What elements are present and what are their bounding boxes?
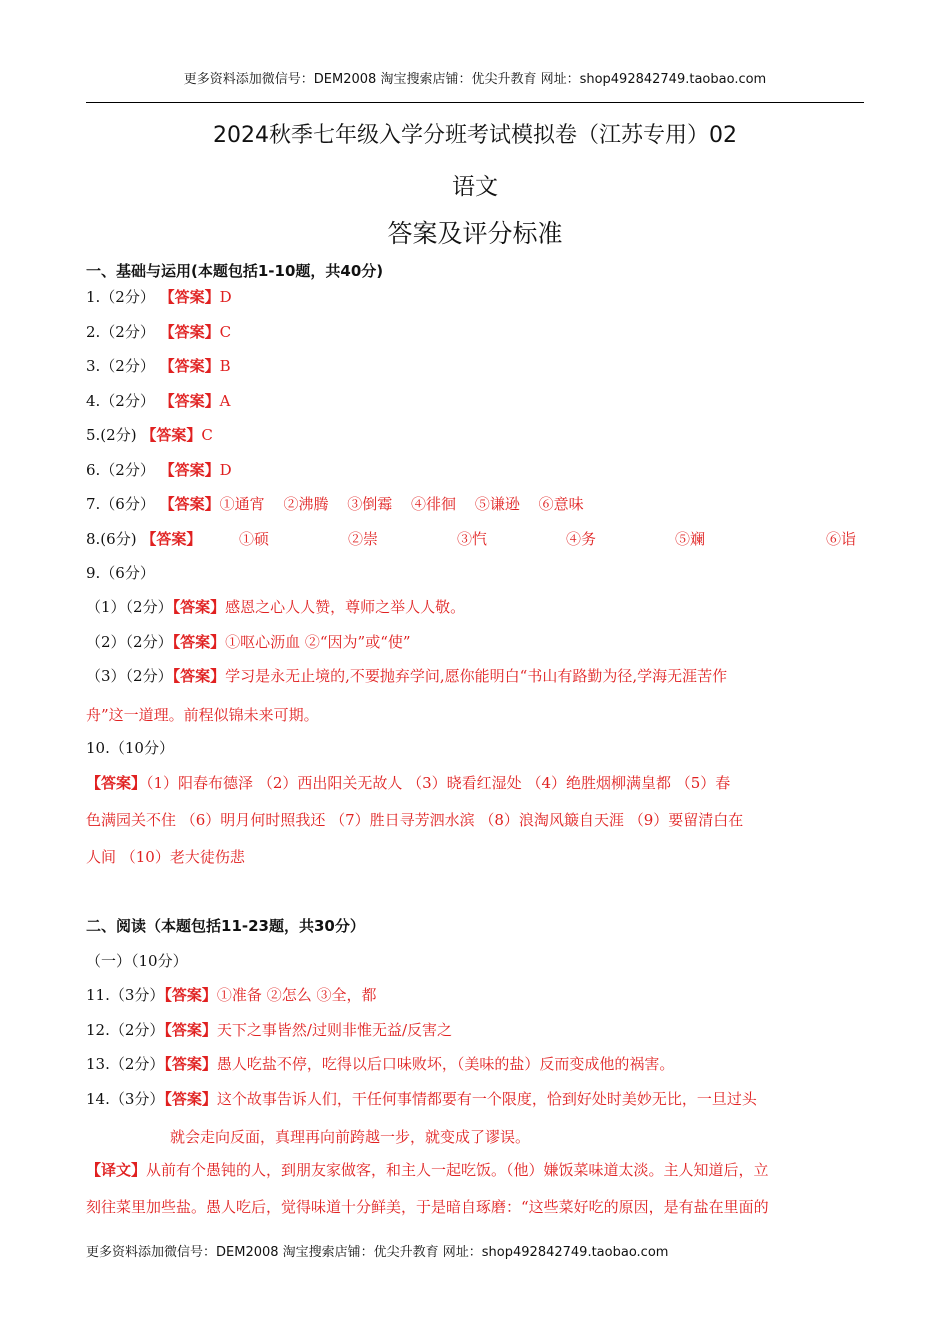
answer-tag: 【答案】 xyxy=(172,667,226,685)
reading-part-1: （一）（10分） xyxy=(86,952,188,970)
question-number: 3.（2分） xyxy=(86,357,155,375)
answer-text: 感恩之心人人赞，尊师之举人人敬。 xyxy=(225,598,466,616)
answer-item: ②沸腾 xyxy=(283,495,329,513)
question-10-line-1 xyxy=(86,772,730,793)
answer-tag: 【答案】 xyxy=(159,357,220,375)
answer-text: A xyxy=(219,392,231,410)
answer-tag: 【答案】 xyxy=(164,1055,217,1073)
page-header: 更多资料添加微信号：DEM2008 淘宝搜索店铺：优尖升教育 网址：shop492842749.taobao.com xyxy=(183,72,767,87)
answer-item: ④徘徊 xyxy=(411,495,457,513)
question-number: 13.（2分） xyxy=(86,1055,165,1073)
answer-item: ⑥意味 xyxy=(538,495,584,513)
answer-text: C xyxy=(201,426,213,444)
question-1 xyxy=(86,286,232,307)
question-9-part-3-continued: 舟”这一道理。前程似锦未来可期。 xyxy=(86,706,319,724)
answer-tag: 【答案】 xyxy=(172,598,226,616)
answer-item: ①硕 xyxy=(239,530,270,548)
translation-line-1 xyxy=(86,1159,769,1180)
answer-text: （1）阳春布德泽 （2）西出阳关无故人 （3）晓看红湿处 （4）绝胜烟柳满皇都 （5）春 xyxy=(146,774,731,792)
answer-text: C xyxy=(219,323,232,341)
answer-text: 愚人吃盐不停，吃得以后口味败坏，（美味的盐）反而变成他的祸害。 xyxy=(216,1055,675,1073)
question-14-continued: 就会走向反面，真理再向前跨越一步，就变成了谬误。 xyxy=(170,1128,531,1146)
section1-heading: 一、基础与运用(本题包括1-10题，共40分) xyxy=(86,262,384,280)
question-number: 7.（6分） xyxy=(86,495,155,513)
answer-tag: 【答案】 xyxy=(159,392,220,410)
question-12 xyxy=(86,1019,452,1040)
question-9-part-1 xyxy=(86,596,465,617)
translation-text: 从前有个愚钝的人，到朋友家做客，和主人一起吃饭。（他）嫌饭菜味道太淡。主人知道后，立 xyxy=(146,1161,769,1179)
answer-item: ③倒霉 xyxy=(347,495,393,513)
answer-item: ⑤斓 xyxy=(675,530,706,548)
part-number: （1）（2分） xyxy=(86,598,173,616)
part-number: （3）（2分） xyxy=(86,667,173,685)
answer-tag: 【答案】 xyxy=(164,986,217,1004)
question-number: 1.（2分） xyxy=(86,288,155,306)
question-9-part-2 xyxy=(86,631,411,652)
answer-tag: 【答案】 xyxy=(141,530,202,548)
question-number: 8.(6分) xyxy=(86,530,137,548)
answer-tag: 【答案】 xyxy=(86,774,147,792)
answer-text: ①呕心沥血 ②“因为”或“使” xyxy=(225,633,411,651)
answer-tag: 【答案】 xyxy=(164,1021,217,1039)
page-footer: 更多资料添加微信号：DEM2008 淘宝搜索店铺：优尖升教育 网址：shop492842749.taobao.com xyxy=(86,1245,669,1260)
answer-tag: 【答案】 xyxy=(159,495,220,513)
translation-line-2: 刻往菜里加些盐。愚人吃后，觉得味道十分鲜美，于是暗自琢磨：“这些菜好吃的原因，是有盐在里面的 xyxy=(86,1198,769,1216)
question-number: 4.（2分） xyxy=(86,392,155,410)
answer-text: D xyxy=(219,461,232,479)
question-number: 2.（2分） xyxy=(86,323,155,341)
answer-tag: 【答案】 xyxy=(159,461,220,479)
header-rule xyxy=(86,102,864,103)
question-14 xyxy=(86,1088,757,1109)
answer-item: ④务 xyxy=(566,530,597,548)
answer-tag: 【答案】 xyxy=(141,426,202,444)
question-4 xyxy=(86,390,231,411)
answer-tag: 【答案】 xyxy=(164,1090,217,1108)
question-number: 5.(2分) xyxy=(86,426,137,444)
answer-item: ⑥诣 xyxy=(826,530,857,548)
answer-item: ③忾 xyxy=(457,530,488,548)
translation-tag: 【译文】 xyxy=(86,1161,147,1179)
exam-title: 2024秋季七年级入学分班考试模拟卷（江苏专用）02 xyxy=(213,123,737,148)
question-10: 10.（10分） xyxy=(86,739,174,757)
question-13 xyxy=(86,1053,674,1074)
answer-item: ②崇 xyxy=(348,530,379,548)
question-9: 9.（6分） xyxy=(86,564,155,582)
subject-title: 语文 xyxy=(452,174,498,200)
question-7 xyxy=(86,493,584,514)
question-number: 12.（2分） xyxy=(86,1021,165,1039)
answer-tag: 【答案】 xyxy=(172,633,226,651)
answer-text: 天下之事皆然/过则非惟无益/反害之 xyxy=(216,1021,453,1039)
answer-text: ①准备 ②怎么 ③全，都 xyxy=(216,986,377,1004)
question-9-part-3 xyxy=(86,665,727,686)
question-number: 11.（3分） xyxy=(86,986,165,1004)
question-number: 14.（3分） xyxy=(86,1090,165,1108)
answer-text: B xyxy=(219,357,231,375)
question-3 xyxy=(86,355,231,376)
answer-item: ①通宵 xyxy=(219,495,265,513)
answer-tag: 【答案】 xyxy=(159,288,220,306)
question-number: 6.（2分） xyxy=(86,461,155,479)
question-11 xyxy=(86,984,376,1005)
answer-tag: 【答案】 xyxy=(159,323,220,341)
answer-text: 学习是永无止境的,不要抛弃学问,愿你能明白“书山有路勤为径,学海无涯苦作 xyxy=(225,667,728,685)
answer-item: ⑤谦逊 xyxy=(474,495,520,513)
question-8 xyxy=(86,528,861,549)
part-number: （2）（2分） xyxy=(86,633,173,651)
question-10-line-2: 色满园关不住 （6）明月何时照我还 （7）胜日寻芳泗水滨 （8）浪淘风簸自天涯 （9）要留清白在 xyxy=(86,811,744,829)
answer-key-title: 答案及评分标准 xyxy=(387,219,563,248)
question-2 xyxy=(86,321,231,342)
question-10-line-3: 人间 （10）老大徒伤悲 xyxy=(86,848,245,866)
answer-text: 这个故事告诉人们，干任何事情都要有一个限度，恰到好处时美妙无比，一旦过头 xyxy=(216,1090,757,1108)
question-6 xyxy=(86,459,232,480)
answer-text: D xyxy=(219,288,232,306)
question-5 xyxy=(86,424,213,445)
section2-heading: 二、阅读（本题包括11-23题，共30分） xyxy=(86,917,365,935)
